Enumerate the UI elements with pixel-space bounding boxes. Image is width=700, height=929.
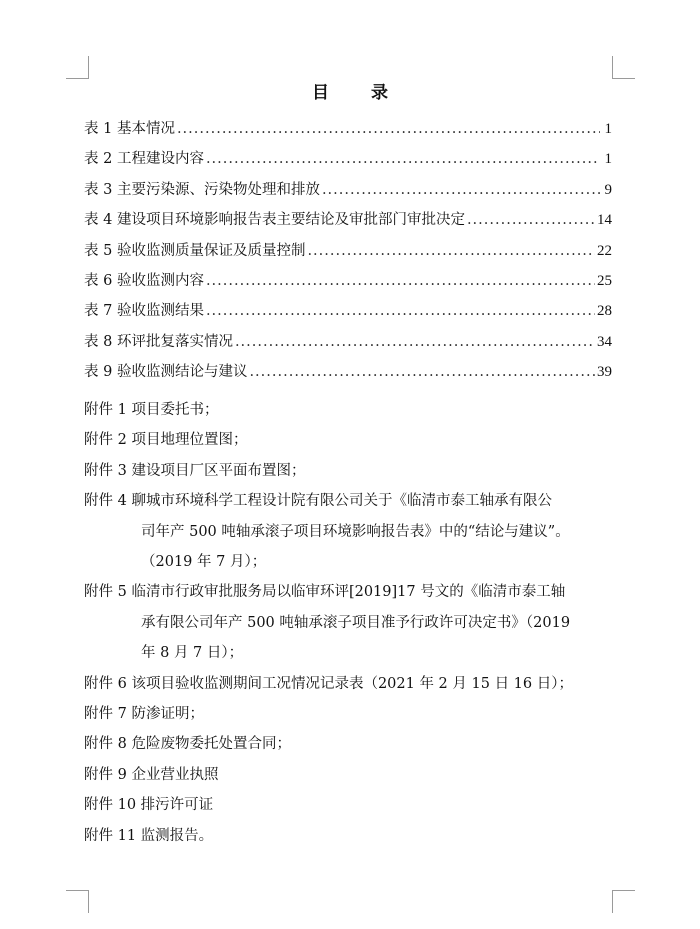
- attachment-line: 年 8 月 7 日）；: [141, 645, 244, 662]
- toc-leader-dots: [177, 114, 600, 144]
- toc-entry-label: 表 7 验收监测结果: [84, 303, 204, 320]
- crop-mark-bottom-left: [66, 890, 89, 913]
- attachment-line: 附件 5 临清市行政审批服务局以临审环评[2019]17 号文的《临清市泰工轴: [84, 584, 566, 601]
- toc-entry[interactable]: [84, 266, 612, 296]
- toc-entry-page: 9: [604, 181, 612, 198]
- attachment-line: 承有限公司年产 500 吨轴承滚子项目准予行政许可决定书》（2019: [141, 614, 571, 631]
- toc-leader-dots: [235, 327, 595, 357]
- attachment-item: [84, 395, 614, 425]
- toc-leader-dots: [206, 144, 600, 174]
- toc-leader-dots: [307, 236, 595, 266]
- attachment-item: [84, 577, 614, 668]
- attachment-item: [84, 790, 614, 820]
- toc-entry-label: 表 5 验收监测质量保证及质量控制: [84, 242, 306, 259]
- toc-entry-page: 1: [604, 151, 612, 168]
- toc-entry-page: 39: [597, 364, 612, 381]
- toc-entry-label: 表 8 环评批复落实情况: [84, 333, 233, 350]
- attachment-line: 附件 2 项目地理位置图；: [84, 432, 248, 449]
- crop-mark-bottom-right: [612, 890, 635, 913]
- attachment-line: 附件 6 该项目验收监测期间工况情况记录表（2021 年 2 月 15 日 16 日）；: [84, 675, 573, 692]
- toc-table-list: [84, 114, 612, 388]
- attachment-line: （2019 年 7 月）；: [141, 554, 267, 571]
- toc-entry-page: 28: [597, 303, 612, 320]
- attachment-item: [84, 699, 614, 729]
- toc-entry-page: 22: [597, 242, 612, 259]
- attachment-item: [84, 821, 614, 851]
- toc-entry[interactable]: [84, 144, 612, 174]
- attachment-item: [84, 486, 614, 577]
- toc-entry-label: 表 9 验收监测结论与建议: [84, 364, 248, 381]
- attachment-item: [84, 760, 614, 790]
- attachment-line: 附件 7 防渗证明；: [84, 706, 204, 723]
- toc-entry[interactable]: [84, 296, 612, 326]
- attachment-line: 附件 4 聊城市环境科学工程设计院有限公司关于《临清市泰工轴承有限公: [84, 493, 552, 510]
- crop-mark-top-right: [612, 56, 635, 79]
- toc-entry[interactable]: [84, 175, 612, 205]
- toc-entry[interactable]: [84, 236, 612, 266]
- attachment-line: 附件 10 排污许可证: [84, 797, 214, 814]
- toc-entry-label: 表 2 工程建设内容: [84, 151, 204, 168]
- toc-leader-dots: [206, 266, 595, 296]
- toc-entry-label: 表 6 验收监测内容: [84, 272, 204, 289]
- toc-entry[interactable]: [84, 205, 612, 235]
- toc-entry[interactable]: [84, 114, 612, 144]
- attachment-line: 司年产 500 吨轴承滚子项目环境影响报告表》中的“结论与建议”。: [141, 523, 570, 540]
- page-title: 目 录: [312, 83, 406, 103]
- attachment-line: 附件 9 企业营业执照: [84, 766, 219, 783]
- toc-leader-dots: [249, 357, 595, 387]
- attachment-item: [84, 425, 614, 455]
- toc-entry-page: 14: [597, 212, 612, 229]
- toc-entry[interactable]: [84, 327, 612, 357]
- toc-entry-page: 25: [597, 272, 612, 289]
- attachment-line: 附件 1 项目委托书；: [84, 402, 219, 418]
- toc-entry-label: 表 3 主要污染源、污染物处理和排放: [84, 181, 320, 198]
- toc-leader-dots: [467, 205, 595, 235]
- toc-entry-label: 表 4 建设项目环境影响报告表主要结论及审批部门审批决定: [84, 212, 465, 229]
- attachment-item: [84, 456, 614, 486]
- toc-entry[interactable]: [84, 357, 612, 387]
- crop-mark-top-left: [66, 56, 89, 79]
- toc-entry-page: 1: [604, 121, 612, 137]
- attachment-line: 附件 8 危险废物委托处置合同；: [84, 736, 291, 753]
- attachment-item: [84, 729, 614, 759]
- attachment-list: [84, 395, 614, 851]
- toc-entry-page: 34: [597, 333, 612, 350]
- toc-entry-label: 表 1 基本情况: [84, 121, 175, 137]
- toc-leader-dots: [206, 296, 595, 326]
- toc-leader-dots: [322, 175, 600, 205]
- attachment-line: 附件 3 建设项目厂区平面布置图；: [84, 462, 306, 479]
- attachment-line: 附件 11 监测报告。: [84, 827, 214, 844]
- attachment-item: [84, 669, 614, 699]
